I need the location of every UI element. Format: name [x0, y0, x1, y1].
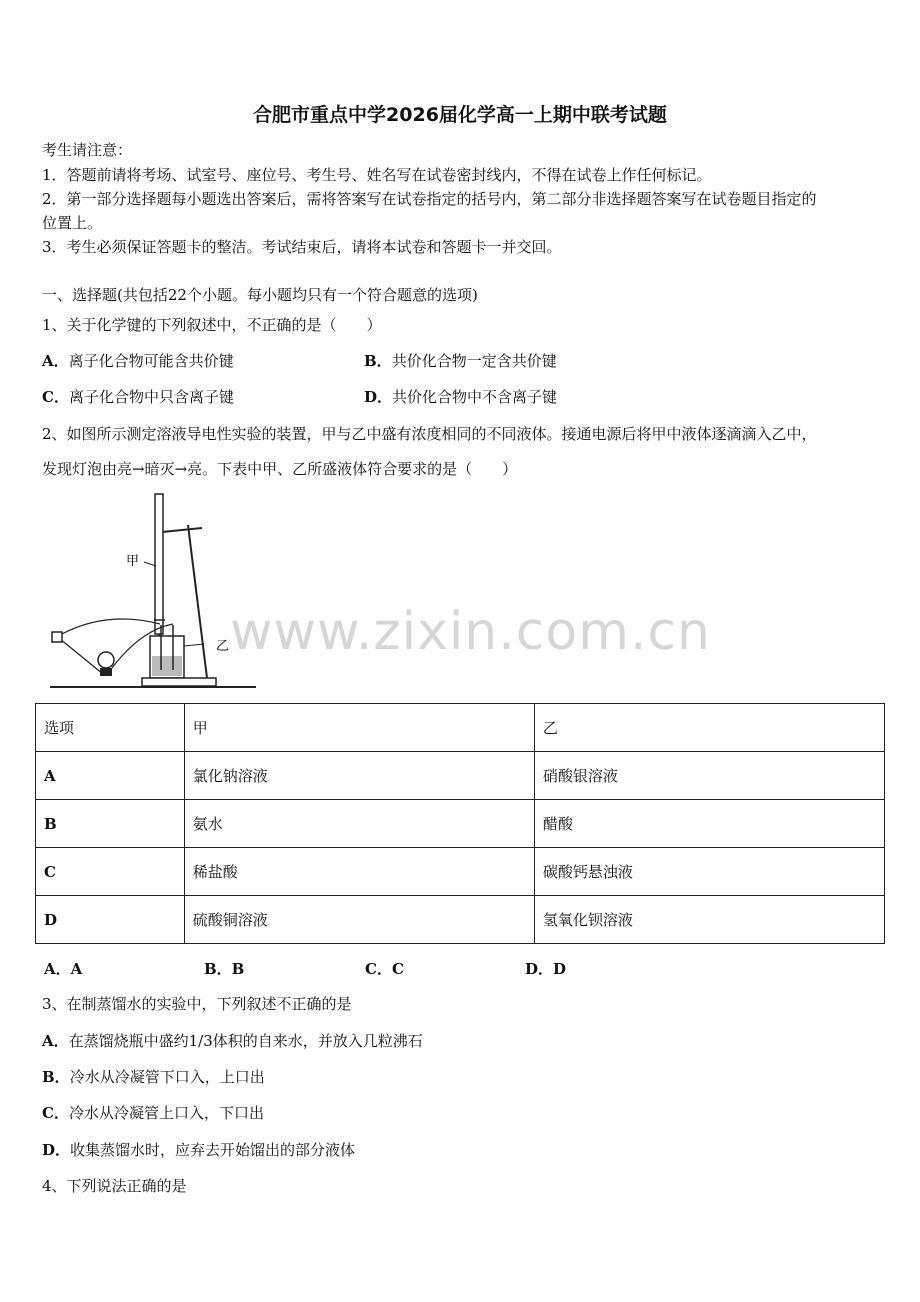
table-cell: 稀盐酸	[184, 848, 534, 896]
q3-option-b-label: B．	[42, 1068, 70, 1086]
table-row	[36, 752, 885, 800]
q1-option-a	[42, 350, 234, 371]
wire-top	[60, 619, 160, 635]
notice-item-1: 1．答题前请将考场、试室号、座位号、考生号、姓名写在试卷密封线内，不得在试卷上作任何标记。	[42, 166, 712, 184]
burette	[155, 494, 163, 634]
notice-item-3: 3．考生必须保证答题卡的整洁。考试结束后，请将本试卷和答题卡一并交回。	[42, 238, 562, 256]
q1-option-a-text: 离子化合物可能含共价键	[68, 352, 234, 370]
q1-option-c	[42, 386, 234, 407]
q2-stem-line1: 2、如图所示测定溶液导电性实验的装置，甲与乙中盛有浓度相同的不同液体。接通电源后将甲中液体逐滴滴入乙中，	[42, 425, 817, 443]
q3-option-d-text: 收集蒸馏水时，应弃去开始馏出的部分液体	[70, 1141, 356, 1159]
q1-option-d	[364, 386, 557, 407]
light-bulb	[98, 652, 114, 668]
q3-option-b	[42, 1066, 265, 1087]
beaker-liquid	[152, 656, 182, 676]
q4-stem: 4、下列说法正确的是	[42, 1177, 187, 1195]
q2-answer-c: C．C	[365, 960, 404, 978]
table-cell: 氢氧化钡溶液	[534, 896, 884, 944]
q1-option-b	[364, 350, 557, 371]
table-header-cell: 乙	[534, 704, 884, 752]
q1-stem: 1、关于化学键的下列叙述中，不正确的是（ ）	[42, 316, 382, 334]
section-heading: 一、选择题(共包括22个小题。每小题均只有一个符合题意的选项)	[42, 286, 478, 304]
table-header-row	[36, 704, 885, 752]
label-leader-jia	[144, 562, 156, 566]
q3-option-a-label: A．	[42, 1032, 69, 1050]
table-row	[36, 848, 885, 896]
table-cell: 硫酸铜溶液	[184, 896, 534, 944]
q3-option-c-label: C．	[42, 1104, 69, 1122]
table-cell: 氨水	[184, 800, 534, 848]
q1-option-c-text: 离子化合物中只含离子键	[68, 388, 234, 406]
conductivity-apparatus-figure	[46, 490, 261, 695]
base-block	[142, 678, 216, 686]
q3-option-b-text: 冷水从冷凝管下口入，上口出	[69, 1068, 265, 1086]
q1-option-d-label: D．	[364, 388, 393, 406]
table-cell: 碳酸钙悬浊液	[534, 848, 884, 896]
label-jia: 甲	[126, 554, 140, 569]
table-cell: C	[36, 848, 185, 896]
table-cell: 硝酸银溶液	[534, 752, 884, 800]
table-cell: 醋酸	[534, 800, 884, 848]
q1-option-b-label: B．	[364, 352, 392, 370]
wire-bulb	[60, 639, 104, 675]
notice-item-2-cont: 位置上。	[42, 214, 103, 232]
q3-option-c	[42, 1102, 264, 1123]
q3-option-a	[42, 1030, 423, 1051]
table-cell: 氯化钠溶液	[184, 752, 534, 800]
power-plug	[52, 632, 62, 642]
stand-rod	[188, 525, 208, 686]
page-title: 合肥市重点中学2026届化学高一上期中联考试题	[253, 104, 667, 126]
q2-table	[35, 703, 885, 944]
table-cell: D	[36, 896, 185, 944]
stand-clamp	[162, 528, 202, 532]
table-row	[36, 800, 885, 848]
q1-option-c-label: C．	[42, 388, 69, 406]
q3-option-d-label: D．	[42, 1141, 71, 1159]
table-header-cell: 选项	[36, 704, 185, 752]
q3-stem: 3、在制蒸馏水的实验中，下列叙述不正确的是	[42, 995, 352, 1013]
bulb-socket	[100, 668, 112, 676]
q2-answer-b: B．B	[204, 960, 245, 978]
table-cell: B	[36, 800, 185, 848]
q3-option-a-text: 在蒸馏烧瓶中盛约1/3体积的自来水，并放入几粒沸石	[68, 1032, 423, 1050]
label-leader-yi	[184, 644, 204, 646]
table-row	[36, 896, 885, 944]
notice-item-2: 2．第一部分选择题每小题选出答案后，需将答案写在试卷指定的括号内，第二部分非选择题答案写在试卷题目指定的	[42, 190, 817, 208]
q1-option-a-label: A．	[42, 352, 69, 370]
q1-option-b-text: 共价化合物一定含共价键	[391, 352, 557, 370]
q2-answer-a: A．A	[44, 960, 83, 978]
q2-stem-line2: 发现灯泡由亮→暗灭→亮。下表中甲、乙所盛液体符合要求的是（ ）	[42, 460, 518, 478]
label-yi: 乙	[216, 639, 230, 654]
table-cell: A	[36, 752, 185, 800]
notice-heading: 考生请注意：	[42, 141, 133, 159]
table-header-cell: 甲	[184, 704, 534, 752]
q3-option-c-text: 冷水从冷凝管上口入，下口出	[68, 1104, 264, 1122]
q2-answer-d: D．D	[525, 960, 567, 978]
q3-option-d	[42, 1139, 355, 1160]
q1-option-d-text: 共价化合物中不含离子键	[392, 388, 558, 406]
watermark: www.zixin.com.cn	[230, 602, 711, 662]
